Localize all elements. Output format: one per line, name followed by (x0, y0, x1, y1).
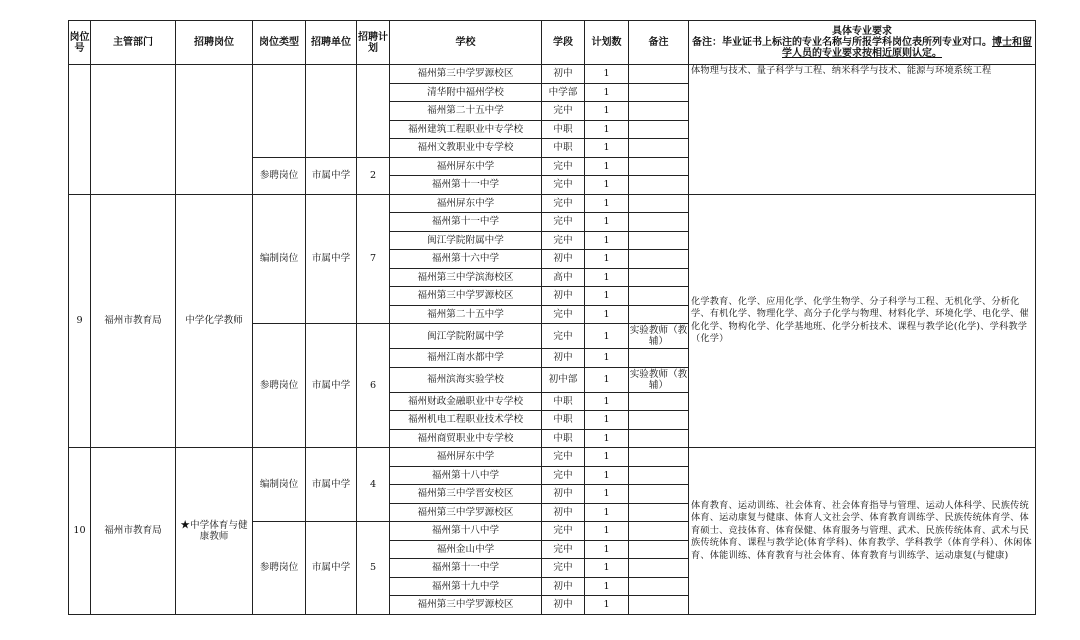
note-cell (629, 559, 689, 578)
post-type-cell: 编制岗位 (253, 194, 306, 324)
requirement-note-b: 博士和留学人员的专业要求按相近原则认定。 (782, 37, 1032, 59)
department-cell: 福州市教育局 (91, 194, 176, 448)
header-quota: 计划数 (585, 21, 629, 65)
level-cell: 中职 (542, 392, 585, 411)
quota-cell: 1 (585, 213, 629, 232)
header-school: 学校 (390, 21, 542, 65)
level-cell: 完中 (542, 157, 585, 176)
school-cell: 福州第十一中学 (390, 213, 542, 232)
level-cell: 初中 (542, 577, 585, 596)
table-row (69, 65, 1036, 84)
header-post-no: 岗位号 (69, 21, 91, 65)
cell-empty (91, 65, 176, 195)
unit-cell: 市属中学 (306, 194, 357, 324)
table-row (69, 448, 1036, 467)
cell-empty (176, 65, 253, 195)
quota-cell: 1 (585, 120, 629, 139)
quota-cell: 1 (585, 349, 629, 368)
header-unit: 招聘单位 (306, 21, 357, 65)
school-cell: 福州机电工程职业技术学校 (390, 411, 542, 430)
unit-cell: 市属中学 (306, 522, 357, 615)
note-cell (629, 349, 689, 368)
school-cell: 福州第二十五中学 (390, 102, 542, 121)
school-cell: 清华附中福州学校 (390, 83, 542, 102)
plan-cell: 2 (357, 157, 390, 194)
school-cell: 福州财政金融职业中专学校 (390, 392, 542, 411)
school-cell: 福州第三中学罗源校区 (390, 596, 542, 615)
level-cell: 完中 (542, 559, 585, 578)
header-post-name: 招聘岗位 (176, 21, 253, 65)
quota-cell: 1 (585, 139, 629, 158)
quota-cell: 1 (585, 268, 629, 287)
quota-cell: 1 (585, 448, 629, 467)
school-cell: 福州第十一中学 (390, 559, 542, 578)
quota-cell: 1 (585, 250, 629, 269)
level-cell: 完中 (542, 102, 585, 121)
school-cell: 福州文教职业中专学校 (390, 139, 542, 158)
level-cell: 完中 (542, 176, 585, 195)
note-cell (629, 540, 689, 559)
quota-cell: 1 (585, 559, 629, 578)
post-type-cell: 参聘岗位 (253, 324, 306, 448)
quota-cell: 1 (585, 287, 629, 306)
quota-cell: 1 (585, 176, 629, 195)
level-cell: 初中 (542, 349, 585, 368)
note-cell (629, 522, 689, 541)
header-note: 备注 (629, 21, 689, 65)
school-cell: 福州滨海实验学校 (390, 367, 542, 392)
plan-cell: 4 (357, 448, 390, 522)
post-no-cell: 9 (69, 194, 91, 448)
school-cell: 福州第三中学罗源校区 (390, 65, 542, 84)
level-cell: 完中 (542, 522, 585, 541)
quota-cell: 1 (585, 65, 629, 84)
level-cell: 完中 (542, 540, 585, 559)
note-cell (629, 139, 689, 158)
note-cell (629, 485, 689, 504)
quota-cell: 1 (585, 485, 629, 504)
unit-cell: 市属中学 (306, 448, 357, 522)
level-cell: 完中 (542, 194, 585, 213)
header-level: 学段 (542, 21, 585, 65)
school-cell: 福州屏东中学 (390, 194, 542, 213)
quota-cell: 1 (585, 231, 629, 250)
cell-empty (69, 65, 91, 195)
unit-cell: 市属中学 (306, 324, 357, 448)
note-cell (629, 429, 689, 448)
school-cell: 福州第十八中学 (390, 522, 542, 541)
quota-cell: 1 (585, 102, 629, 121)
note-cell: 实验教师（教辅） (629, 368, 688, 391)
requirement-cell: 体育教育、运动训练、社会体育、社会体育指导与管理、运动人体科学、民族传统体育、运动康复与健康、体育人文社会学、体育教育训练学、民族传统体育学、体育硕士、竞技体育、体育保健、体育服务与管理、武术、民族传统体育、武术与民族传统体育、课程与教学论(体育学科)、体育教学、学科教学（体育学科）、休闲体育、体能训练、体育教育与社会体育、体育教育与训练学、运动康复(与健康) (689, 448, 1036, 615)
note-cell: 实验教师（教辅） (629, 325, 688, 347)
quota-cell: 1 (585, 411, 629, 430)
quota-cell: 1 (585, 157, 629, 176)
note-cell (629, 466, 689, 485)
school-cell: 福州建筑工程职业中专学校 (390, 120, 542, 139)
plan-cell: 6 (357, 324, 390, 448)
level-cell: 完中 (542, 466, 585, 485)
note-cell (629, 305, 689, 324)
note-cell (629, 448, 689, 467)
note-cell (629, 231, 689, 250)
quota-cell: 1 (585, 324, 629, 349)
school-cell: 福州第十八中学 (390, 466, 542, 485)
school-cell: 福州第十九中学 (390, 577, 542, 596)
school-cell: 福州第二十五中学 (390, 305, 542, 324)
level-cell: 高中 (542, 268, 585, 287)
quota-cell: 1 (585, 596, 629, 615)
quota-cell: 1 (585, 367, 629, 392)
requirement-cell: 体物理与技术、量子科学与工程、纳米科学与技术、能源与环境系统工程 (689, 65, 1036, 195)
post-name-cell: ★中学体育与健康教师 (176, 448, 253, 615)
note-cell (629, 65, 689, 84)
quota-cell: 1 (585, 305, 629, 324)
level-cell: 中职 (542, 429, 585, 448)
level-cell: 中职 (542, 139, 585, 158)
requirement-note-a: 备注：毕业证书上标注的专业名称与所报学科岗位表所列专业对口。 (692, 37, 992, 48)
header-plan: 招聘计划 (357, 21, 390, 65)
level-cell: 完中 (542, 305, 585, 324)
note-cell (629, 157, 689, 176)
school-cell: 福州第三中学滨海校区 (390, 268, 542, 287)
quota-cell: 1 (585, 466, 629, 485)
cell-empty (253, 65, 306, 158)
school-cell: 福州第三中学罗源校区 (390, 503, 542, 522)
header-department: 主管部门 (91, 21, 176, 65)
note-cell (629, 83, 689, 102)
level-cell: 初中 (542, 485, 585, 504)
school-cell: 闽江学院附属中学 (390, 231, 542, 250)
note-cell (629, 411, 689, 430)
post-no-cell: 10 (69, 448, 91, 615)
quota-cell: 1 (585, 194, 629, 213)
note-cell (629, 287, 689, 306)
note-cell (629, 596, 689, 615)
level-cell: 初中部 (542, 367, 585, 392)
plan-cell: 7 (357, 194, 390, 324)
level-cell: 完中 (542, 213, 585, 232)
school-cell: 福州第十一中学 (390, 176, 542, 195)
requirement-cell: 化学教育、化学、应用化学、化学生物学、分子科学与工程、无机化学、分析化学、有机化学、物理化学、高分子化学与物理、材料化学、环境化学、电化学、催化化学、物构化学、化学基地班、化学分析技术、课程与教学论(化学)、学科教学（化学） (689, 194, 1036, 448)
unit-cell: 市属中学 (306, 157, 357, 194)
header-requirements (689, 21, 1036, 65)
level-cell: 中学部 (542, 83, 585, 102)
school-cell: 福州金山中学 (390, 540, 542, 559)
header-post-type: 岗位类型 (253, 21, 306, 65)
note-cell (629, 250, 689, 269)
header-row (69, 21, 1036, 65)
note-cell (629, 176, 689, 195)
quota-cell: 1 (585, 83, 629, 102)
quota-cell: 1 (585, 429, 629, 448)
note-cell (629, 268, 689, 287)
school-cell: 福州江南水都中学 (390, 349, 542, 368)
quota-cell: 1 (585, 392, 629, 411)
note-cell (629, 577, 689, 596)
level-cell: 完中 (542, 324, 585, 349)
school-cell: 福州屏东中学 (390, 157, 542, 176)
note-cell (629, 194, 689, 213)
level-cell: 初中 (542, 503, 585, 522)
note-cell (629, 392, 689, 411)
school-cell: 福州第十六中学 (390, 250, 542, 269)
post-type-cell: 编制岗位 (253, 448, 306, 522)
school-cell: 闽江学院附属中学 (390, 324, 542, 349)
post-name-cell: 中学化学教师 (176, 194, 253, 448)
post-type-cell: 参聘岗位 (253, 522, 306, 615)
level-cell: 完中 (542, 231, 585, 250)
requirement-title: 具体专业要求 (832, 26, 892, 37)
level-cell: 中职 (542, 120, 585, 139)
level-cell: 初中 (542, 287, 585, 306)
school-cell: 福州第三中学晋安校区 (390, 485, 542, 504)
level-cell: 初中 (542, 596, 585, 615)
school-cell: 福州屏东中学 (390, 448, 542, 467)
quota-cell: 1 (585, 540, 629, 559)
level-cell: 初中 (542, 65, 585, 84)
level-cell: 完中 (542, 448, 585, 467)
plan-cell: 5 (357, 522, 390, 615)
cell-empty (357, 65, 390, 158)
note-cell (629, 120, 689, 139)
post-type-cell: 参聘岗位 (253, 157, 306, 194)
level-cell: 初中 (542, 250, 585, 269)
note-cell (629, 213, 689, 232)
department-cell: 福州市教育局 (91, 448, 176, 615)
note-cell (629, 102, 689, 121)
quota-cell: 1 (585, 522, 629, 541)
cell-empty (306, 65, 357, 158)
note-cell (629, 503, 689, 522)
school-cell: 福州第三中学罗源校区 (390, 287, 542, 306)
school-cell: 福州商贸职业中专学校 (390, 429, 542, 448)
quota-cell: 1 (585, 577, 629, 596)
level-cell: 中职 (542, 411, 585, 430)
recruitment-table (68, 20, 1036, 615)
quota-cell: 1 (585, 503, 629, 522)
table-row (69, 194, 1036, 213)
